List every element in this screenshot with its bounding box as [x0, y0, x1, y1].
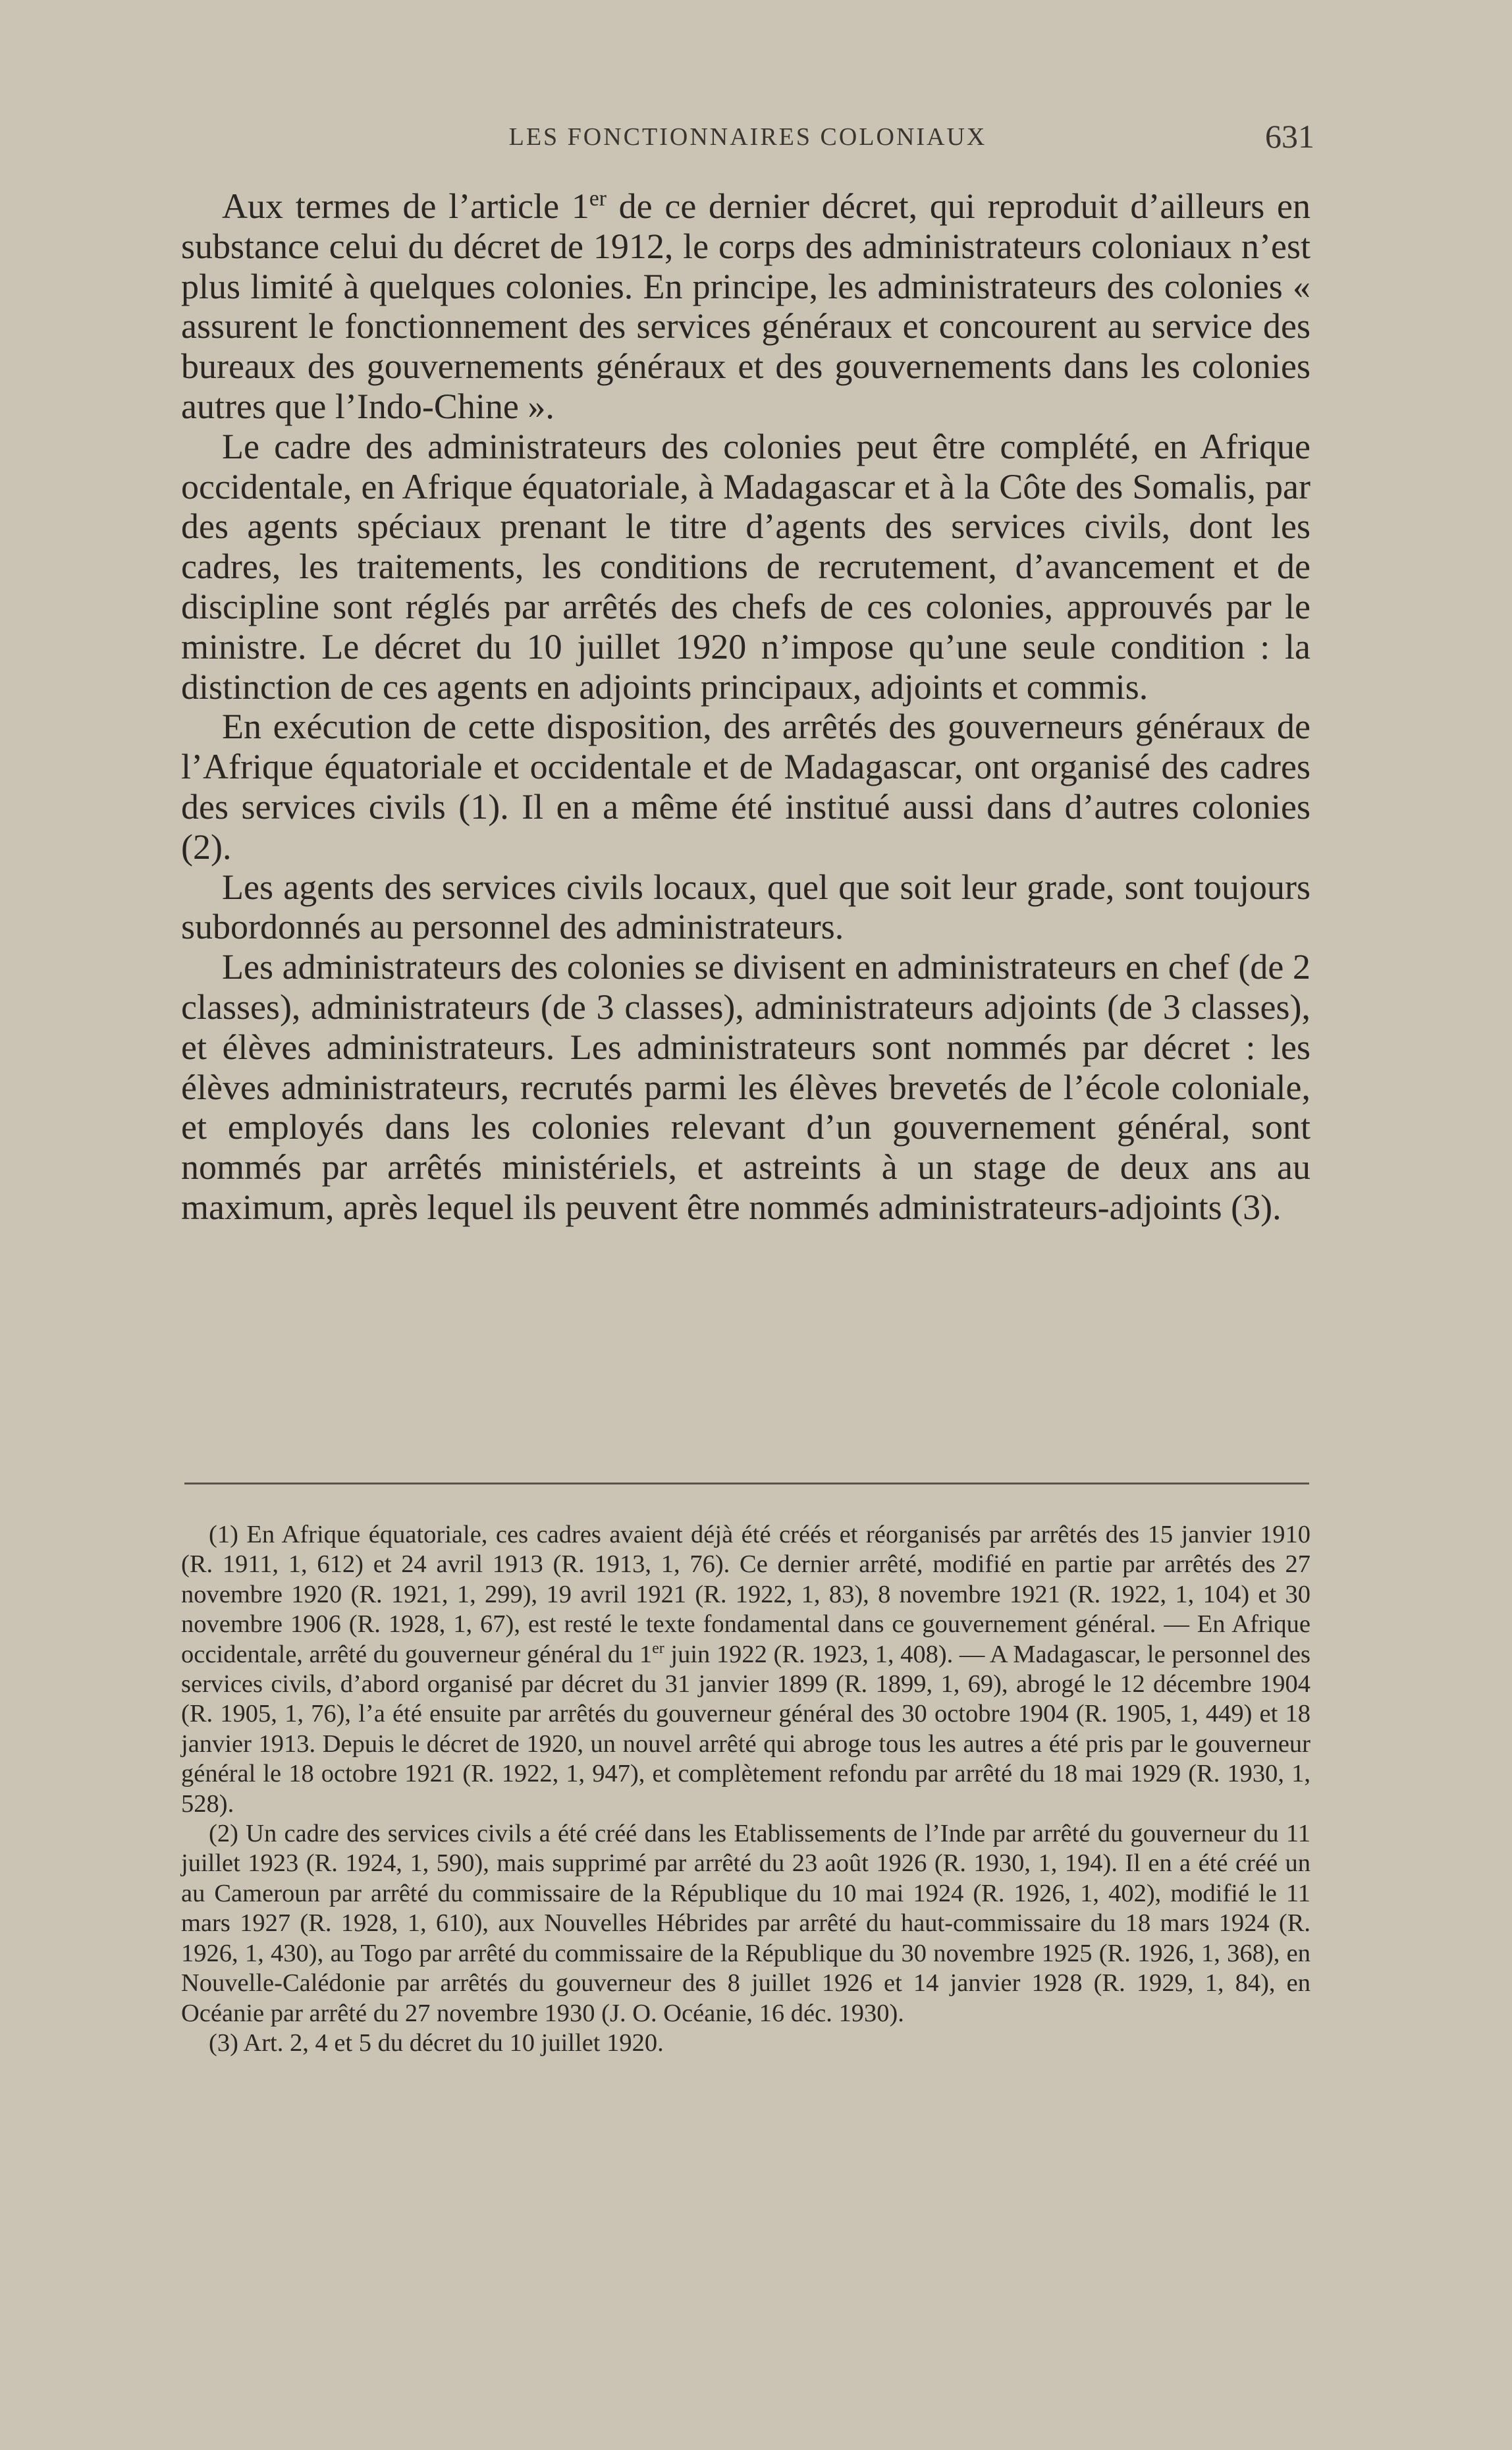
footnote-3: (3) Art. 2, 4 et 5 du décret du 10 juillet 1920. — [209, 2028, 664, 2057]
footnotes — [181, 1520, 1310, 2058]
footnote-separator — [184, 1483, 1309, 1484]
paragraph-1-text-b: de ce dernier décret, qui reproduit d’ailleurs en substance celui du décret de 1912, le corps des administrateurs coloniaux n’est plus limité à quelques colonies. En principe, les administrateurs des colonies « assurent le fonctionnement des services généraux et concourent au service des bureaux des gouvernements généraux et des gouvernements dans les colonies autres que l’Indo-Chine ». — [181, 186, 1310, 426]
paragraph-4: Les agents des services civils locaux, quel que soit leur grade, sont toujours subordonnés au personnel des administrateurs. — [181, 867, 1310, 947]
footnote-1-text-b: juin 1922 (R. 1923, 1, 408). — A Madagascar, le personnel des services civils, d’abord organisé par décret du 31 janvier 1899 (R. 1899, 1, 69), abrogé le 12 décembre 1904 (R. 1905, 1, 76), l’a été ensuite par arrêtés du gouverneur général des 30 octobre 1904 (R. 1905, 1, 449) et 18 janvier 1913. Depuis le décret de 1920, un nouvel arrêté qui abroge tous les autres a été pris par le gouverneur général le 18 octobre 1921 (R. 1922, 1, 947), et complètement refondu par arrêté du 18 mai 1929 (R. 1930, 1, 528). — [181, 1640, 1310, 1818]
running-title: LES FONCTIONNAIRES COLONIAUX — [508, 123, 987, 151]
paragraph-1-text-a: Aux termes de l’article 1 — [222, 186, 589, 226]
paragraph-2: Le cadre des administrateurs des colonies peut être complété, en Afrique occidentale, en Afrique équatoriale, à Madagascar et à la Côte des Somalis, par des agents spéciaux prenant le titre d’agents des services civils, dont les cadres, les traitements, les conditions de recrutement, d’avancement et de discipline sont réglés par arrêtés des chefs de ces colonies, approuvés par le ministre. Le décret du 10 juillet 1920 n’impose qu’une seule condition : la distinction de ces agents en adjoints principaux, adjoints et commis. — [181, 426, 1310, 707]
footnote-1-superscript: er — [652, 1639, 664, 1657]
paragraph-5: Les administrateurs des colonies se divisent en administrateurs en chef (de 2 classes), administrateurs (de 3 classes), administrateurs adjoints (de 3 classes), et élèves administrateurs. Les administrateurs sont nommés par décret : les élèves administrateurs, recrutés parmi les élèves brevetés de l’école coloniale, et employés dans les colonies relevant d’un gouvernement général, sont nommés par arrêtés ministériels, et astreints à un stage de deux ans au maximum, après lequel ils peuvent être nommés administrateurs-adjoints (3). — [181, 947, 1310, 1227]
paragraph-1-superscript: er — [589, 186, 607, 211]
footnote-1 — [181, 1520, 1310, 1819]
page-header — [181, 117, 1314, 163]
main-text — [181, 186, 1310, 1228]
page-number: 631 — [1265, 118, 1314, 155]
footnote-2: (2) Un cadre des services civils a été créé dans les Etablissements de l’Inde par arrêté du gouverneur du 11 juillet 1923 (R. 1924, 1, 590), mais supprimé par arrêté du 23 août 1926 (R. 1930, 1, 194). Il en a été créé un au Cameroun par arrêté du commissaire de la République du 10 mai 1924 (R. 1926, 1, 402), modifié le 11 mars 1927 (R. 1928, 1, 610), aux Nouvelles Hébrides par arrêté du haut-commissaire du 18 mars 1924 (R. 1926, 1, 430), au Togo par arrêté du commissaire de la République du 30 novembre 1925 (R. 1926, 1, 368), en Nouvelle-Calédonie par arrêtés du gouverneur des 8 juillet 1926 et 14 janvier 1928 (R. 1929, 1, 84), en Océanie par arrêté du 27 novembre 1930 (J. O. Océanie, 16 déc. 1930). — [181, 1820, 1310, 2027]
paragraph-3: En exécution de cette disposition, des arrêtés des gouverneurs généraux de l’Afrique équatoriale et occidentale et de Madagascar, ont organisé des cadres des services civils (1). Il en a même été institué aussi dans d’autres colonies (2). — [181, 707, 1310, 867]
paragraph-1 — [181, 186, 1310, 427]
footnote-1-text-a: (1) En Afrique équatoriale, ces cadres avaient déjà été créés et réorganisés par arrêtés des 15 janvier 1910 (R. 1911, 1, 612) et 24 avril 1913 (R. 1913, 1, 76). Ce dernier arrêté, modifié en partie par arrêtés des 27 novembre 1920 (R. 1921, 1, 299), 19 avril 1921 (R. 1922, 1, 83), 8 novembre 1921 (R. 1922, 1, 104) et 30 novembre 1906 (R. 1928, 1, 67), est resté le texte fondamental dans ce gouvernement général. — En Afrique occidentale, arrêté du gouverneur général du 1 — [181, 1521, 1310, 1668]
